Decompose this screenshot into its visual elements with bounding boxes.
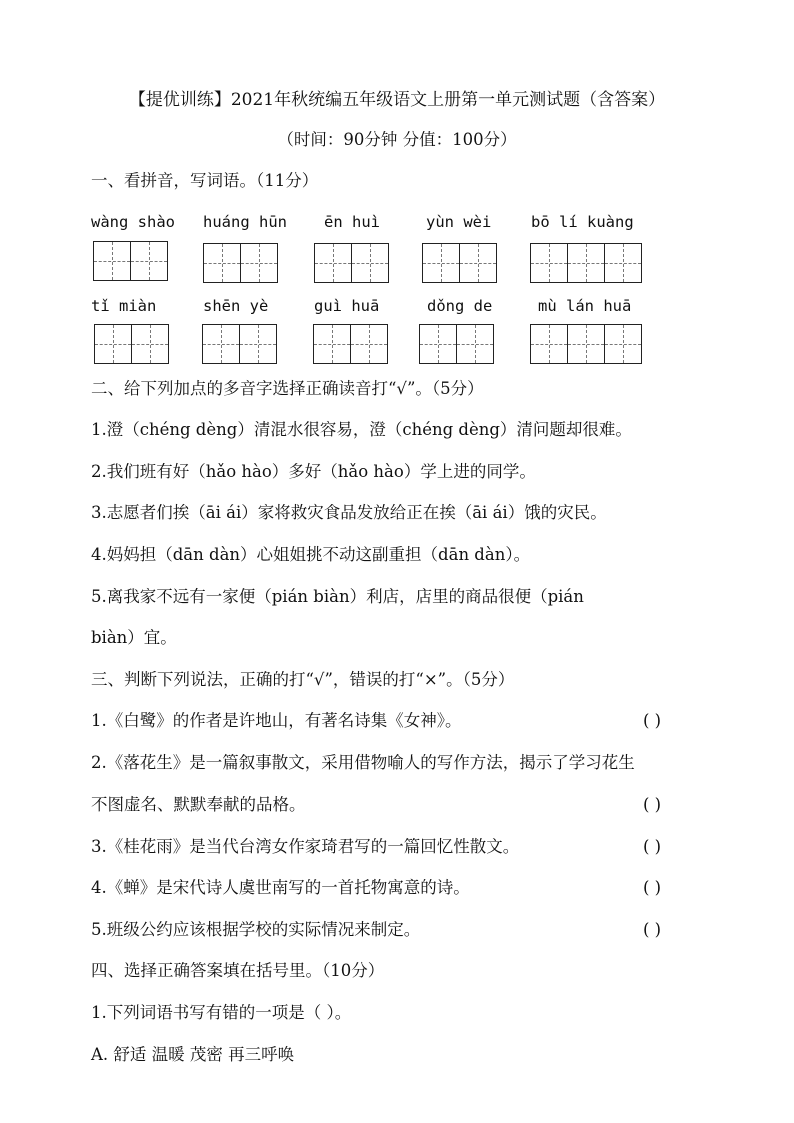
question-line: 3.志愿者们挨（āi ái）家将救灾食品发放给正在挨（āi ái）饿的灾民。 <box>91 503 607 522</box>
writing-grid[interactable] <box>530 324 640 364</box>
pinyin-label: dǒng de <box>427 297 493 315</box>
writing-grid[interactable] <box>203 243 277 283</box>
question-line: 2.我们班有好（hǎo hào）多好（hǎo hào）学上进的同学。 <box>91 462 536 481</box>
section-1-heading: 一、看拼音，写词语。（11分） <box>91 171 319 190</box>
question-line: 1.澄（chéng dèng）清混水很容易，澄（chéng dèng）清问题却很难。 <box>91 420 632 439</box>
question-line: 1.下列词语书写有错的一项是（ ）。 <box>91 1003 352 1022</box>
answer-blank[interactable]: ( ) <box>643 711 662 730</box>
pinyin-label: huáng hūn <box>203 213 287 231</box>
question-line: 不图虚名、默默奉献的品格。 <box>91 795 306 814</box>
pinyin-label: mù lán huā <box>538 297 632 315</box>
pinyin-label: ēn huì <box>324 213 380 231</box>
page-title: 【提优训练】2021年秋统编五年级语文上册第一单元测试题（含答案） <box>128 90 666 110</box>
question-line: 5.班级公约应该根据学校的实际情况来制定。 <box>91 920 421 939</box>
page-subtitle: （时间：90分钟 分值：100分） <box>277 130 517 149</box>
pinyin-label: yùn wèi <box>426 213 492 231</box>
pinyin-label: wàng shào <box>91 213 175 231</box>
writing-grid[interactable] <box>314 243 388 283</box>
pinyin-label: tǐ miàn <box>91 297 157 315</box>
answer-blank[interactable]: ( ) <box>643 878 662 897</box>
pinyin-label: guì huā <box>314 297 380 315</box>
question-line: 5.离我家不远有一家便（pián biàn）利店，店里的商品很便（pián <box>91 587 584 606</box>
writing-grid[interactable] <box>419 324 493 364</box>
section-2-heading: 二、给下列加点的多音字选择正确读音打“√”。（5分） <box>91 379 484 398</box>
answer-blank[interactable]: ( ) <box>643 837 662 856</box>
answer-blank[interactable]: ( ) <box>643 920 662 939</box>
writing-grid[interactable] <box>422 243 496 283</box>
answer-option: A. 舒适 温暖 茂密 再三呼唤 <box>91 1045 295 1064</box>
pinyin-label: shēn yè <box>203 297 269 315</box>
question-line: 1.《白鹭》的作者是许地山，有著名诗集《女神》。 <box>91 711 462 730</box>
writing-grid[interactable] <box>94 324 168 364</box>
writing-grid[interactable] <box>93 241 167 281</box>
writing-grid[interactable] <box>202 324 276 364</box>
question-line: 2.《落花生》是一篇叙事散文，采用借物喻人的写作方法，揭示了学习花生 <box>91 753 635 772</box>
pinyin-label: bō lí kuàng <box>531 213 634 231</box>
question-line: 4.妈妈担（dān dàn）心姐姐挑不动这副重担（dān dàn）。 <box>91 545 531 564</box>
question-line: 3.《桂花雨》是当代台湾女作家琦君写的一篇回忆性散文。 <box>91 837 520 856</box>
writing-grid[interactable] <box>313 324 387 364</box>
question-line: 4.《蝉》是宋代诗人虞世南写的一首托物寓意的诗。 <box>91 878 470 897</box>
section-3-heading: 三、判断下列说法，正确的打“√”，错误的打“×”。（5分） <box>91 670 515 689</box>
writing-grid[interactable] <box>530 243 640 283</box>
answer-blank[interactable]: ( ) <box>643 795 662 814</box>
question-line: biàn）宜。 <box>91 628 177 647</box>
section-4-heading: 四、选择正确答案填在括号里。（10分） <box>91 961 385 980</box>
